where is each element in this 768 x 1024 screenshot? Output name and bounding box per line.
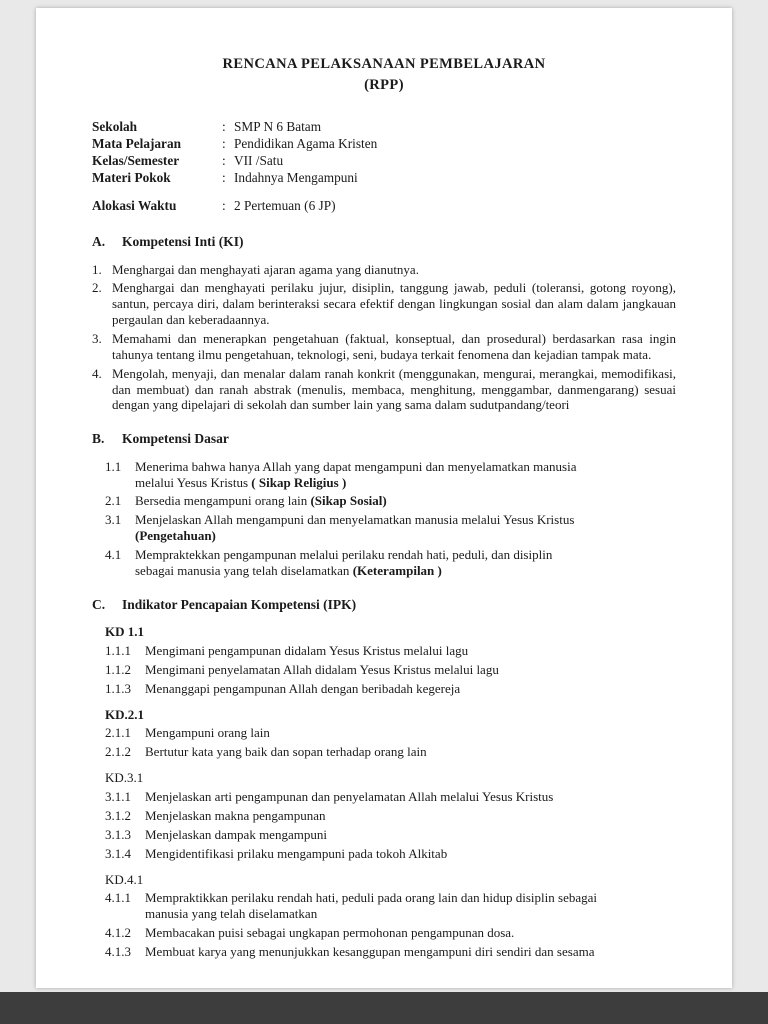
list-item bbox=[105, 512, 676, 544]
header-field-row bbox=[92, 169, 676, 186]
list-item bbox=[105, 643, 676, 659]
list-item bbox=[105, 459, 676, 491]
item-number: 3.1.3 bbox=[105, 826, 131, 842]
header-field-row bbox=[92, 197, 676, 214]
header-field-row bbox=[92, 118, 676, 135]
list-item bbox=[105, 808, 676, 824]
list-item bbox=[105, 890, 676, 922]
list-item bbox=[92, 331, 676, 363]
kd-subsection bbox=[92, 707, 676, 761]
list-item bbox=[105, 725, 676, 741]
kd-item-list bbox=[105, 890, 676, 959]
item-text: Menanggapi pengampunan Allah dengan beribadah kegereja bbox=[145, 680, 461, 696]
section-a-title: Kompetensi Inti (KI) bbox=[122, 234, 244, 250]
section-c-title: Indikator Pencapaian Kompetensi (IPK) bbox=[122, 596, 357, 612]
kd-item-list bbox=[105, 789, 676, 861]
item-number: 1.1 bbox=[105, 458, 122, 474]
kd-heading: KD.3.1 bbox=[105, 770, 144, 786]
section-kompetensi-dasar bbox=[92, 431, 676, 578]
kd-subsection bbox=[92, 770, 676, 861]
section-c-heading bbox=[92, 597, 676, 613]
item-text-normal: Menerima bahwa hanya Allah yang dapat mengampuni dan menyelamatkan manusia melalui Yesus Kristus bbox=[135, 458, 577, 490]
list-item bbox=[92, 280, 676, 328]
item-text-bold: ( Sikap Religius ) bbox=[251, 474, 347, 490]
item-number: 1.1.1 bbox=[105, 643, 131, 659]
item-number: 2.1.2 bbox=[105, 744, 131, 760]
field-colon: : bbox=[222, 170, 226, 186]
item-number: 4. bbox=[92, 365, 102, 381]
kompetensi-inti-list bbox=[92, 262, 676, 414]
list-item bbox=[92, 262, 676, 278]
list-item bbox=[92, 366, 676, 414]
item-number: 4.1.3 bbox=[105, 943, 131, 959]
kd-heading: KD 1.1 bbox=[105, 624, 144, 640]
item-text: Menjelaskan makna pengampunan bbox=[145, 807, 326, 823]
item-text: Menjelaskan dampak mengampuni bbox=[145, 826, 327, 842]
kompetensi-dasar-list bbox=[92, 459, 676, 579]
item-number: 3.1.4 bbox=[105, 845, 131, 861]
field-label: Sekolah bbox=[92, 119, 138, 135]
item-text-bold: (Pengetahuan) bbox=[135, 528, 216, 544]
list-item bbox=[105, 662, 676, 678]
section-indikator bbox=[92, 597, 676, 960]
item-number: 3.1.2 bbox=[105, 807, 131, 823]
field-colon: : bbox=[222, 119, 226, 135]
item-number: 4.1.2 bbox=[105, 925, 131, 941]
item-text-normal: Mempraktekkan pengampunan melalui perilaku rendah hati, peduli, dan disiplin sebagai manusia yang telah diselamatkan bbox=[135, 547, 553, 578]
item-text: Mengimani pengampunan didalam Yesus Kristus melalui lagu bbox=[145, 643, 469, 659]
item-text: Mengimani penyelamatan Allah didalam Yesus Kristus melalui lagu bbox=[145, 661, 499, 677]
title-line-2: (RPP) bbox=[364, 77, 404, 94]
field-colon: : bbox=[222, 198, 226, 214]
field-value: 2 Pertemuan (6 JP) bbox=[234, 198, 336, 214]
item-text: Mengidentifikasi prilaku mengampuni pada tokoh Alkitab bbox=[145, 845, 448, 861]
kd-item-list bbox=[105, 725, 676, 760]
item-text: Menjelaskan arti pengampunan dan penyelamatan Allah melalui Yesus Kristus bbox=[145, 789, 554, 805]
item-number: 3. bbox=[92, 330, 102, 346]
item-text: Menghargai dan menghayati ajaran agama yang dianutnya. bbox=[112, 261, 419, 277]
kd-subsection bbox=[92, 624, 676, 696]
kd-subsection bbox=[92, 872, 676, 960]
section-b-heading bbox=[92, 431, 676, 447]
item-text-bold: (Keterampilan ) bbox=[352, 562, 442, 578]
document-page bbox=[36, 8, 732, 988]
item-number: 1. bbox=[92, 261, 102, 277]
field-value: VII /Satu bbox=[234, 153, 284, 169]
item-number: 4.1.1 bbox=[105, 890, 131, 906]
indikator-subsections bbox=[92, 624, 676, 960]
item-text: Mengolah, menyaji, dan menalar dalam ranah konkrit (menggunakan, mengurai, merangkai, memodifikasi, dan membuat) dan ranah abstrak (menulis, membaca, menghitung, menggambar, danmengarang) sesuai dengan yang dipelajari di sekolah dan sumber lain yang sama dalam sudutpandang/teori bbox=[112, 365, 676, 413]
field-label: Materi Pokok bbox=[92, 170, 171, 186]
header-field-row bbox=[92, 152, 676, 169]
item-number: 1.1.3 bbox=[105, 680, 131, 696]
list-item bbox=[105, 789, 676, 805]
item-number: 2.1 bbox=[105, 493, 122, 509]
section-c-letter: C. bbox=[92, 596, 106, 612]
item-number: 1.1.2 bbox=[105, 661, 131, 677]
header-fields bbox=[92, 118, 676, 214]
item-text: Bertutur kata yang baik dan sopan terhadap orang lain bbox=[145, 744, 427, 760]
section-a-heading bbox=[92, 234, 676, 250]
item-text: Membacakan puisi sebagai ungkapan permohonan pengampunan dosa. bbox=[145, 925, 515, 941]
title-line-1: RENCANA PELAKSANAAN PEMBELAJARAN bbox=[222, 56, 546, 72]
item-text bbox=[135, 512, 580, 544]
item-text bbox=[135, 547, 580, 579]
section-a-letter: A. bbox=[92, 234, 106, 250]
item-number: 4.1 bbox=[105, 547, 122, 562]
field-colon: : bbox=[222, 136, 226, 152]
kd-heading: KD.4.1 bbox=[105, 871, 144, 887]
item-number: 2.1.1 bbox=[105, 725, 131, 741]
list-item bbox=[105, 846, 676, 862]
field-colon: : bbox=[222, 153, 226, 169]
section-kompetensi-inti bbox=[92, 234, 676, 413]
item-text: Membuat karya yang menunjukkan kesanggupan mengampuni diri sendiri dan sesama bbox=[145, 943, 595, 959]
item-text: Mengampuni orang lain bbox=[145, 725, 270, 741]
list-item bbox=[105, 547, 676, 579]
section-b-letter: B. bbox=[92, 431, 105, 447]
document-title bbox=[92, 54, 676, 96]
viewer-footer-bar[interactable] bbox=[0, 992, 768, 1024]
field-value: Indahnya Mengampuni bbox=[234, 170, 358, 186]
item-text: Memahami dan menerapkan pengetahuan (faktual, konseptual, dan prosedural) berdasarkan rasa ingin tahunya tentang ilmu pengetahuan, teknologi, seni, budaya terkait fenomena dan kejadian tampak mata. bbox=[112, 330, 676, 362]
item-text-bold: (Sikap Sosial) bbox=[310, 493, 387, 509]
list-item bbox=[105, 681, 676, 697]
item-text: Menghargai dan menghayati perilaku jujur, disiplin, tanggung jawab, peduli (toleransi, gotong royong), santun, percaya diri, dalam berinteraksi secara efektif dengan lingkungan sosial dan alam dalam jangkauan pergaulan dan keberadaannya. bbox=[112, 280, 676, 328]
list-item bbox=[105, 925, 676, 941]
item-text bbox=[135, 493, 387, 509]
item-number: 2. bbox=[92, 280, 102, 296]
item-text bbox=[135, 459, 580, 491]
item-number: 3.1.1 bbox=[105, 789, 131, 805]
list-item bbox=[105, 827, 676, 843]
field-label: Kelas/Semester bbox=[92, 153, 180, 169]
header-field-row bbox=[92, 135, 676, 152]
field-value: Pendidikan Agama Kristen bbox=[234, 136, 378, 152]
field-label: Alokasi Waktu bbox=[92, 198, 177, 214]
field-value: SMP N 6 Batam bbox=[234, 119, 322, 135]
list-item bbox=[105, 944, 676, 960]
list-item bbox=[105, 744, 676, 760]
kd-item-list bbox=[105, 643, 676, 697]
item-number: 3.1 bbox=[105, 512, 122, 528]
section-b-title: Kompetensi Dasar bbox=[122, 431, 229, 447]
item-text-normal: Bersedia mengampuni orang lain bbox=[135, 493, 308, 509]
item-text: Mempraktikkan perilaku rendah hati, peduli pada orang lain dan hidup disiplin sebagai manusia yang telah diselamatkan bbox=[145, 890, 597, 922]
kd-heading: KD.2.1 bbox=[105, 706, 144, 722]
item-text-normal: Menjelaskan Allah mengampuni dan menyelamatkan manusia melalui Yesus Kristus bbox=[135, 512, 575, 528]
field-label: Mata Pelajaran bbox=[92, 136, 181, 152]
list-item bbox=[105, 493, 676, 509]
